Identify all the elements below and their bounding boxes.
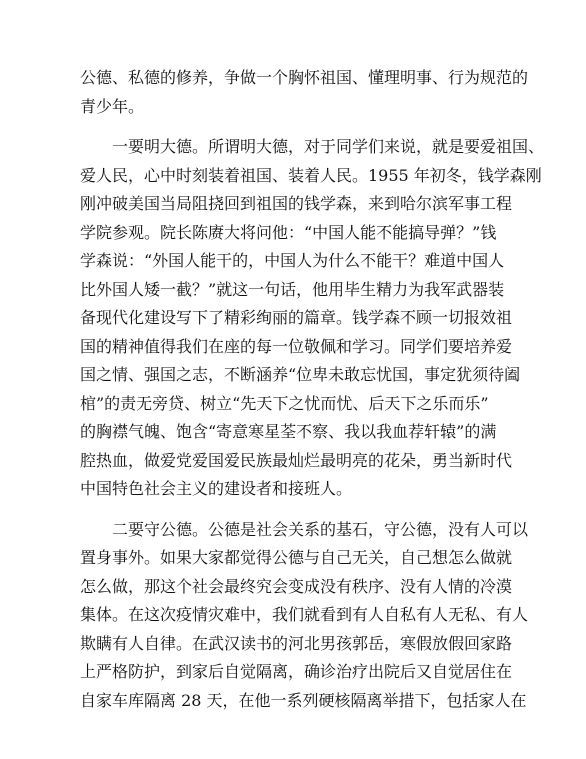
text-line: 棺”的责无旁贷、树立“先天下之忧而忧、后天下之乐而乐”	[80, 393, 489, 413]
paragraph-da-de	[80, 133, 545, 504]
paragraph-gong-de	[80, 516, 529, 716]
text-line: 上严格防护，到家后自觉隔离，确诊治疗出院后又自觉居住在	[80, 662, 513, 681]
paragraph-intro	[80, 64, 529, 121]
text-line: 国之情、强国之志，不断涵养“位卑未敢忘忧国，事定犹须待阖	[80, 365, 521, 384]
text-line: 集体。在这次疫情灾难中，我们就看到有人自私有人无私、有人	[80, 605, 529, 624]
text-line: 青少年。	[80, 96, 145, 116]
text-line: 刚冲破美国当局阻挠回到祖国的钱学森，来到哈尔滨军事工程	[80, 194, 513, 213]
text-line: 比外国人矮一截？”就这一句话，他用毕生精力为我军武器装	[80, 279, 505, 299]
text-line: 爱人民，心中时刻装着祖国、装着人民。1955 年初冬，钱学森刚	[80, 165, 542, 185]
text-line: 腔热血，做爱党爱国爱民族最灿烂最明亮的花朵，勇当新时代	[80, 450, 513, 470]
text-line: 欺瞒有人自律。在武汉读书的河北男孩郭岳，寒假放假回家路	[80, 633, 513, 653]
text-line: 二要守公德。公德是社会关系的基石，守公德，没有人可以	[112, 519, 529, 539]
text-line: 自家车库隔离 28 天，在他一系列硬核隔离举措下，包括家人在	[80, 690, 527, 710]
text-line: 学院参观。院长陈赓大将问他：“中国人能不能搞导弹？”钱	[80, 222, 497, 242]
text-line: 中国特色社会主义的建设者和接班人。	[80, 479, 353, 498]
text-line: 置身事外。如果大家都觉得公德与自己无关，自己想怎么做就	[80, 548, 513, 567]
text-line: 国的精神值得我们在座的每一位敬佩和学习。同学们要培养爱	[80, 336, 513, 356]
text-line: 备现代化建设写下了精彩绚丽的篇章。钱学森不顾一切报效祖	[80, 308, 513, 327]
text-line: 一要明大德。所谓明大德，对于同学们来说，就是要爱祖国、	[112, 137, 545, 156]
text-line: 的胸襟气魄、饱含“寄意寒星荃不察、我以我血荐轩辕”的满	[80, 422, 497, 441]
text-line: 公德、私德的修养，争做一个胸怀祖国、懂理明事、行为规范的	[80, 68, 529, 87]
text-line: 怎么做，那这个社会最终究会变成没有秩序、没有人情的冷漠	[80, 576, 513, 596]
text-line: 学森说：“外国人能干的，中国人为什么不能干？难道中国人	[80, 251, 505, 270]
